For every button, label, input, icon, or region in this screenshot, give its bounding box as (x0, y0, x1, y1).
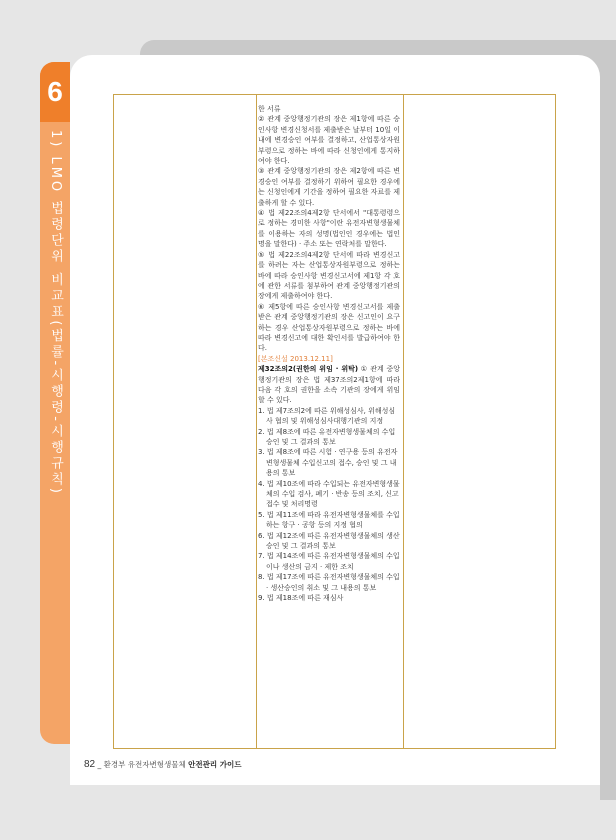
body-paragraph: 4. 법 제10조에 따라 수입되는 유전자변형생물체의 수입 검사, 폐기 · 반송 등의 조치, 신고 접수 및 처리명령 (258, 479, 400, 509)
body-paragraph: 8. 법 제17조에 따른 유전자변형생물체의 수입 · 생산승인의 취소 및 그 내용의 통보 (258, 573, 400, 592)
page-number: 82 (84, 759, 96, 770)
body-paragraph: ② 관계 중앙행정기관의 장은 제1항에 따른 승인사항 변경신청서를 제출받은 날부터 10일 이내에 변경승인 여부를 결정하고, 산업통상자원부령으로 정하는 바에 따라 신청인에게 통지하여야 한다. (258, 115, 400, 166)
article-heading: 제32조의2(권한의 위임 · 위탁) (258, 365, 359, 374)
body-paragraph: 2. 법 제8조에 따른 유전자변형생물체의 수입승인 및 그 결과의 통보 (258, 427, 396, 446)
body-paragraph: ⑥ 제5항에 따른 승인사항 변경신고서를 제출받은 관계 중앙행정기관의 장은 신고인이 요구하는 경우 산업통상자원부령으로 정하는 바에 따라 변경신고에 대한 확인서를 발급하여야 한다. (258, 302, 400, 353)
body-paragraph: 9. 법 제18조에 따른 재심사 (258, 594, 344, 603)
footer-publisher: 환경부 유전자변형생물체 (103, 760, 186, 769)
chapter-number: 6 (47, 76, 63, 107)
body-paragraph (258, 364, 400, 406)
body-paragraph: 1. 법 제7조의2에 따른 위해성심사, 위해성심사 협의 및 위해성심사대행기관의 지정 (258, 406, 396, 426)
body-paragraph: ④ 법 제22조의4제2항 단서에서 "대통령령으로 정하는 경미한 사항"이란 유전자변형생물체를 이용하는 자의 성명(법인인 경우에는 법인명을 말한다) · 주소 또는 연락처를 말한다. (258, 209, 400, 249)
body-paragraph: 7. 법 제14조에 따른 유전자변형생물체의 수입이나 생산의 금지 · 제한 조치 (258, 552, 400, 571)
column-divider-2 (403, 94, 404, 749)
decree-column-text (258, 104, 400, 604)
body-paragraph: 3. 법 제8조에 따른 시험 · 연구용 등의 유전자변형생물체 수입신고의 접수, 승인 및 그 내용의 통보 (258, 448, 398, 478)
footer-doc-title: 안전관리 가이드 (188, 760, 242, 769)
chapter-title: 1) LMO 법령단위 비교표(법률-시행령-시행규칙) (48, 130, 63, 496)
footer-separator: _ (97, 760, 102, 769)
body-paragraph: 6. 법 제12조에 따른 유전자변형생물체의 생산승인 및 그 결과의 통보 (258, 531, 400, 551)
body-paragraph: ③ 관계 중앙행정기관의 장은 제2항에 따른 변경승인 여부를 결정하기 위하여 필요한 경우에는 신청인에게 기간을 정하여 필요한 자료를 제출하게 할 수 있다. (258, 167, 400, 207)
gray-edge-decoration (600, 40, 616, 800)
article-text: ① 관계 중앙행정기관의 장은 법 제37조의2제1항에 따라 다음 각 호의 권한을 소속 기관의 장에게 위임할 수 있다. (258, 365, 400, 405)
body-paragraph: 5. 법 제11조에 따라 유전자변형생물체를 수입하는 항구 · 공항 등의 지정 협의 (258, 510, 400, 530)
column-divider-1 (256, 94, 257, 749)
body-paragraph: 한 서류 (258, 105, 281, 113)
body-paragraph: [본조신설 2013.12.11] (258, 354, 333, 363)
body-paragraph: ⑤ 법 제22조의4제2항 단서에 따라 변경신고를 하려는 자는 산업통상자원부령으로 정하는 바에 따라 승인사항 변경신고서에 제1항 각 호에 관한 서류를 첨부하여 관계 중앙행정기관의 장에게 제출하여야 한다. (258, 250, 400, 301)
page-footer (84, 759, 241, 770)
